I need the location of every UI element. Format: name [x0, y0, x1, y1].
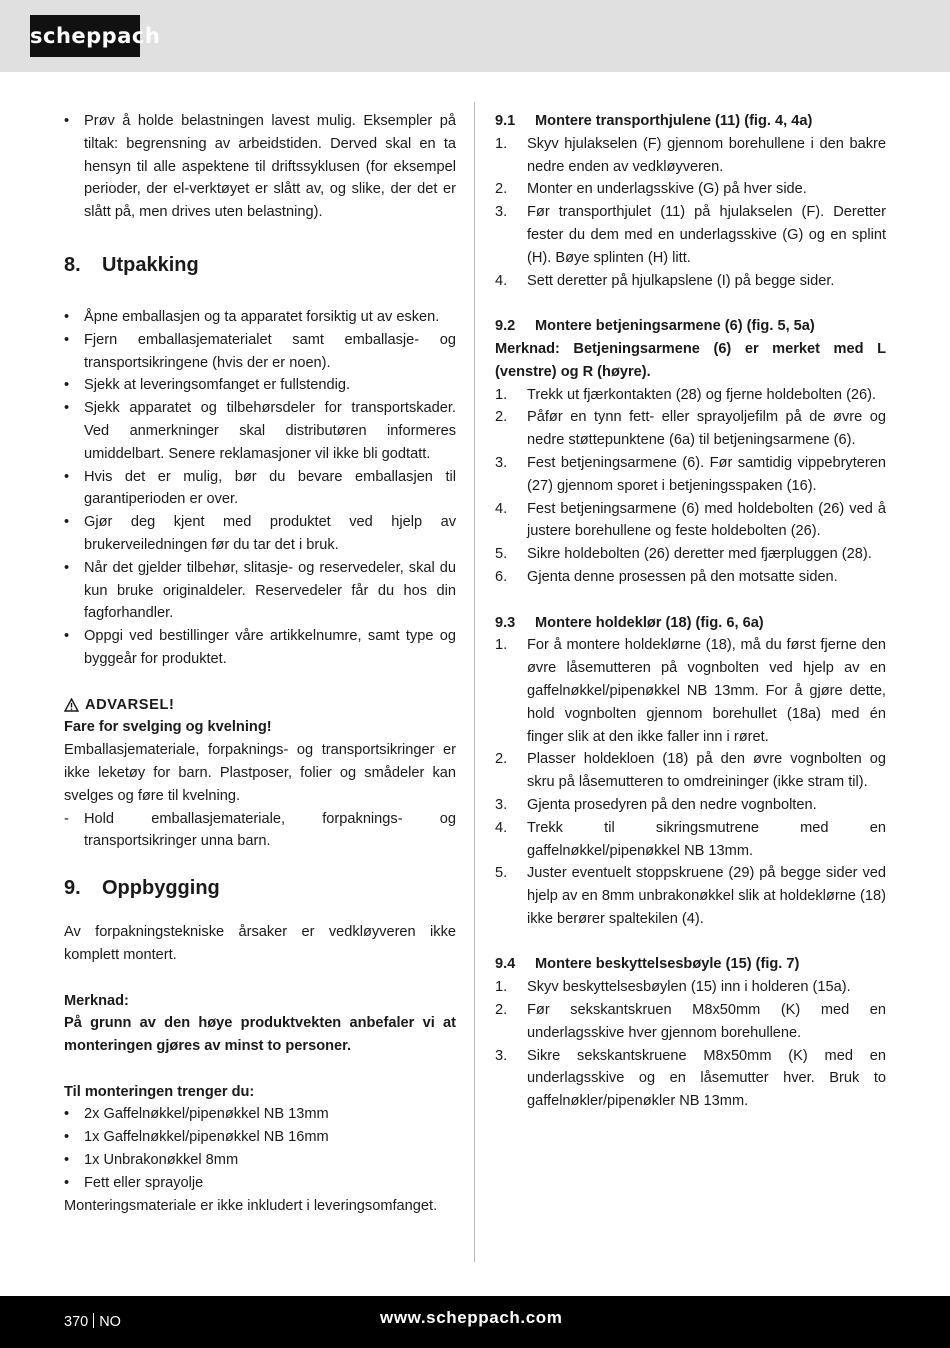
warning-heading [64, 694, 456, 717]
list-item: • Sjekk at leveringsomfanget er fullstendig. [64, 374, 456, 397]
warning-text: Emballasjemateriale, forpaknings- og transportsikringer er ikke leketøy for barn. Plastposer, folier og smådeler kan svelges og føre til kvelning. [64, 742, 456, 804]
list-item: • 1x Gaffelnøkkel/pipenøkkel NB 16mm [64, 1126, 456, 1149]
list-item: 5. Sikre holdebolten (26) deretter med fjærpluggen (28). [495, 546, 872, 563]
list-item: 5. Juster eventuelt stoppskruene (29) på begge sider ved hjelp av en 8mm unbrakonøkkel slik at holdeklørne (18) ikke berører spaltekilen (4). [495, 865, 886, 927]
left-column [64, 110, 456, 1217]
list-item: • Sjekk apparatet og tilbehørsdeler for transportskader. Ved anmerkninger skal distributøren informeres umiddelbart. Senere reklamasjoner vil ikke bli godtatt. [64, 397, 456, 465]
list-item: • Gjør deg kjent med produktet ved hjelp av brukerveiledningen før du tar det i bruk. [64, 511, 456, 557]
tools-list [64, 1103, 456, 1194]
section-8-heading [64, 252, 456, 278]
list-item: 3. Sikre sekskantskruene M8x50mm (K) med en underlagsskive og en låsemutter hver. Bruk to gaffelnøkler/pipenøkler NB 13mm. [495, 1047, 886, 1110]
list-item: 1. Skyv hjulakselen (F) gjennom borehullene i den bakre nedre enden av vedkløyveren. [495, 135, 886, 175]
list-item: 4. Sett deretter på hjulkapslene (I) på begge sider. [495, 272, 835, 289]
list-item: • Åpne emballasjen og ta apparatet forsiktig ut av esken. [64, 306, 456, 329]
warning-title: ADVARSEL! [85, 696, 175, 713]
section-9-4-heading [495, 953, 886, 976]
list-item: • Fjern emballasjematerialet samt emballasje- og transportsikringene (hvis der er noen). [64, 329, 456, 375]
list-item: 4. Fest betjeningsarmene (6) med holdebolten (26) ved å justere borehullene og feste holdebolten (26). [495, 500, 886, 540]
column-divider [474, 102, 475, 1262]
warning-dash-item: - Hold emballasjemateriale, forpaknings- og transportsikringer unna barn. [64, 808, 456, 854]
section-9-1-heading [495, 110, 886, 133]
unpacking-list [64, 306, 456, 671]
section-9-heading [64, 875, 456, 901]
list-item: 3. Før transporthjulet (11) på hjulakselen (F). Deretter fester du dem med en underlagsskive (G) og en splint (H). Bøye splinten (H) litt. [495, 204, 886, 266]
website-url: www.scheppach.com [380, 1308, 563, 1327]
right-column [495, 110, 886, 1113]
section-title: Montere betjeningsarmene (6) (fig. 5, 5a) [535, 318, 815, 335]
intro-bullet: • Prøv å holde belastningen lavest mulig. Eksempler på tiltak: begrensning av arbeidstiden. Derved skal en ta hensyn til alle aspektene til driftssyklusen (for eksempel perioder, der el-verktøyet er slått av, og slike, der det er slått på, men drives uten belastning). [64, 110, 456, 224]
section-title: Montere transporthjulene (11) (fig. 4, 4a) [535, 113, 813, 129]
list-item: 1. Trekk ut fjærkontakten (28) og fjerne holdebolten (26). [495, 386, 877, 403]
note-text: På grunn av den høye produktvekten anbefaler vi at monteringen gjøres av minst to personer. [64, 1015, 456, 1055]
list-item: 3. Gjenta prosedyren på den nedre vognbolten. [495, 796, 817, 813]
list-item: 2. Før sekskantskruen M8x50mm (K) med en underlagsskive hver gjennom borehullene. [495, 1002, 886, 1041]
assembly-outro: Monteringsmateriale er ikke inkludert i leveringsomfanget. [64, 1197, 438, 1214]
section-8-title: Utpakking [102, 253, 199, 276]
list-item: 2. Påfør en tynn fett- eller sprayoljefilm på de øvre og nedre støttepunktene (6a) til betjeningsarmene (6). [495, 409, 886, 449]
list-item: 2. Monter en underlagsskive (G) på hver side. [495, 181, 807, 198]
section-9-number: 9. [64, 877, 81, 900]
section-number: 9.4 [495, 956, 516, 973]
list-item: 6. Gjenta denne prosessen på den motsatte siden. [495, 568, 838, 585]
list-item: • Fett eller sprayolje [64, 1172, 456, 1195]
list-item: 2. Plasser holdekloen (18) på den øvre vognbolten og skru på låsemutteren to omdreininger (ikke stram til). [495, 751, 886, 791]
list-item: 4. Trekk til sikringsmutrene med en gaffelnøkkel/pipenøkkel NB 13mm. [495, 819, 886, 859]
list-item: • 2x Gaffelnøkkel/pipenøkkel NB 13mm [64, 1103, 456, 1126]
section-8-number: 8. [64, 253, 81, 276]
assembly-intro: Av forpakningstekniske årsaker er vedkløyveren ikke komplett montert. [64, 924, 456, 963]
page-footer [0, 1296, 950, 1348]
section-number: 9.2 [495, 318, 516, 335]
page-number: 370 [64, 1314, 89, 1330]
list-item: 1. Skyv beskyttelsesbøylen (15) inn i holderen (15a). [495, 979, 851, 996]
page-header [0, 0, 950, 72]
section-9-2-note: Merknad: Betjeningsarmene (6) er merket med L (venstre) og R (høyre). [495, 340, 886, 380]
section-title: Montere holdeklør (18) (fig. 6, 6a) [535, 614, 764, 631]
section-title: Montere beskyttelsesbøyle (15) (fig. 7) [535, 956, 800, 973]
section-9-title: Oppbygging [102, 877, 220, 900]
list-item: • Hvis det er mulig, bør du bevare emballasjen til garantiperioden er over. [64, 466, 456, 512]
page-info [64, 1311, 121, 1333]
tools-label: Til monteringen trenger du: [64, 1083, 255, 1100]
list-item: • Oppgi ved bestillinger våre artikkelnumre, samt type og byggeår for produktet. [64, 625, 456, 671]
list-item: • Når det gjelder tilbehør, slitasje- og reservedeler, skal du kun bruke originaldeler. Reservedeler får du hos din fagforhandler. [64, 557, 456, 625]
section-9-3-heading [495, 612, 886, 635]
note-label: Merknad: [64, 992, 129, 1009]
language-code: NO [99, 1314, 121, 1330]
section-number: 9.1 [495, 113, 516, 129]
list-item: 1. For å montere holdeklørne (18), må du først fjerne den øvre låsemutteren på vognbolten ved hjelp av en gaffelnøkkel/pipenøkkel NB 13mm. For å gjøre dette, hold vognbolten gjennom borehullet (18a) med én finger slik at den ikke faller inn i røret. [495, 637, 886, 745]
section-9-2-heading [495, 315, 886, 338]
list-item: 3. Fest betjeningsarmene (6). Før samtidig vippebryteren (27) gjennom sporet i betjeningsspaken (16). [495, 454, 886, 494]
section-number: 9.3 [495, 614, 516, 631]
list-item: • 1x Unbrakonøkkel 8mm [64, 1149, 456, 1172]
warning-subtitle: Fare for svelging og kvelning! [64, 719, 272, 736]
footer-separator [93, 1313, 94, 1328]
warning-triangle-icon [64, 698, 79, 712]
scheppach-logo: scheppach [30, 15, 140, 57]
